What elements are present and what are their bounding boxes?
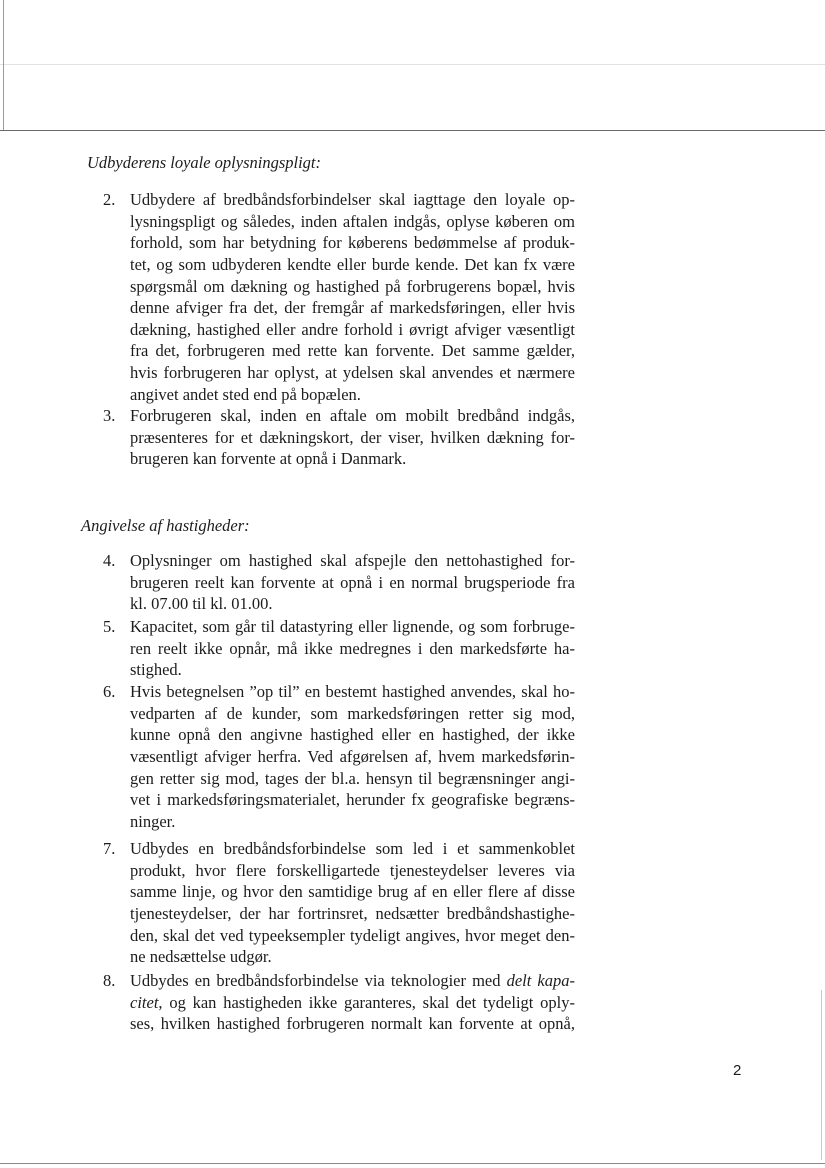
item-number: 7.: [103, 839, 116, 858]
right-margin-line: [821, 990, 822, 1160]
text-line: dækning, hastighed eller andre forhold i øvrigt afviger væsentligt: [130, 319, 575, 339]
list-item-4: [103, 550, 575, 615]
text-line: denne afviger fra det, der fremgår af markedsføringen, eller hvis: [130, 298, 575, 318]
section-heading-loyal-disclosure: Udbyderens loyale oplysningspligt:: [87, 153, 322, 172]
item-text: [130, 189, 575, 405]
text-line: Udbydere af bredbåndsforbindelser skal iagttage den loyale op-: [130, 190, 575, 209]
text-line: stighed.: [130, 660, 182, 680]
text-line: brugeren reelt kan forvente at opnå i en normal brugsperiode fra: [130, 572, 575, 592]
left-margin-line: [3, 0, 4, 130]
text-line: Oplysninger om hastighed skal afspejle den nettohastighed for-: [130, 551, 575, 570]
list-item-2: [103, 189, 575, 405]
text-line: ninger.: [130, 811, 176, 831]
list-item-7: [103, 838, 575, 968]
text-line: Hvis betegnelsen ”op til” en bestemt hastighed anvendes, skal ho-: [130, 682, 575, 701]
text-line: forhold, som har betydning for køberens bedømmelse af produk-: [130, 233, 575, 253]
text-line: lysningspligt og således, inden aftalen indgås, oplyse køberen om: [130, 211, 575, 231]
list-item-5: [103, 616, 575, 681]
header-faint-rule: [0, 64, 825, 65]
item-number: 3.: [103, 406, 116, 425]
text-line: brugeren kan forvente at opnå i Danmark.: [130, 449, 407, 469]
text-line: Kapacitet, som går til datastyring eller lignende, og som forbruge-: [130, 617, 575, 636]
text-line: [130, 970, 575, 992]
text-line: præsenteres for et dækningskort, der viser, hvilken dækning for-: [130, 427, 575, 447]
text-line: Forbrugeren skal, inden en aftale om mobilt bredbånd indgås,: [130, 406, 575, 425]
text-line: samme linje, og hvor den samtidige brug af en eller flere af disse: [130, 882, 575, 902]
text-line: produkt, hvor flere forskelligartede tjenesteydelser leveres via: [130, 860, 575, 880]
text-run-italic: delt kapa-: [506, 971, 576, 990]
text-line: kl. 07.00 til kl. 01.00.: [130, 594, 273, 614]
item-number: 6.: [103, 682, 116, 701]
text-line: [130, 992, 575, 1014]
text-line: vet i markedsføringsmaterialet, herunder fx geografiske begræns-: [130, 790, 575, 810]
text-line: ne nedsættelse udgør.: [130, 947, 272, 967]
text-line: Udbydes en bredbåndsforbindelse som led i et sammenkoblet: [130, 839, 575, 858]
header-rule: [0, 130, 825, 131]
text-line: gen retter sig mod, tages der bl.a. hensyn til begrænsninger angi-: [130, 768, 575, 788]
list-item-3: [103, 405, 575, 470]
text-line: ren reelt ikke opnår, må ikke medregnes i den markedsførte ha-: [130, 638, 575, 658]
item-number: 4.: [103, 551, 116, 570]
list-item-8: [103, 970, 575, 1035]
text-line: fra det, forbrugeren med rette kan forvente. Det samme gælder,: [130, 341, 575, 361]
item-number: 2.: [103, 190, 116, 209]
text-line: tjenesteydelser, der har fortrinsret, nedsætter bredbåndshastighe-: [130, 903, 575, 923]
item-text: [130, 616, 575, 681]
text-line: angivet andet sted end på bopælen.: [130, 384, 361, 404]
section-heading-speed-indication: Angivelse af hastigheder:: [81, 516, 250, 535]
item-text: [130, 838, 575, 968]
text-run: , og kan hastigheden ikke garanteres, skal det tydeligt oply-: [158, 992, 575, 1012]
text-line: hvis forbrugeren har oplyst, at ydelsen skal anvendes et nærmere: [130, 363, 575, 383]
text-line: den, skal det ved typeeksempler tydeligt angives, hvor meget den-: [130, 925, 575, 945]
item-text: [130, 405, 575, 470]
text-run: Udbydes en bredbåndsforbindelse via teknologier med: [130, 971, 507, 990]
text-line: tet, og som udbyderen kendte eller burde kende. Det kan fx være: [130, 254, 575, 274]
text-line: væsentligt afviger herfra. Ved afgørelsen af, hvem markedsførin-: [130, 746, 575, 766]
item-text: [130, 681, 575, 832]
text-line: kunne opnå den angivne hastighed eller en hastighed, der ikke: [130, 725, 575, 745]
text-line: spørgsmål om dækning og hastighed på forbrugerens bopæl, hvis: [130, 276, 575, 296]
text-run: ses, hvilken hastighed forbrugeren normalt kan forvente at opnå,: [130, 1014, 575, 1034]
item-text: [130, 970, 575, 1035]
list-item-6: [103, 681, 575, 832]
footer-rule: [0, 1163, 825, 1164]
text-run-italic: citet: [130, 992, 159, 1012]
item-number: 5.: [103, 617, 116, 636]
item-text: [130, 550, 575, 615]
text-line: [130, 1013, 575, 1035]
page-number: 2: [733, 1062, 742, 1079]
text-line: vedparten af de kunder, som markedsføringen retter sig mod,: [130, 703, 575, 723]
item-number: 8.: [103, 971, 116, 990]
